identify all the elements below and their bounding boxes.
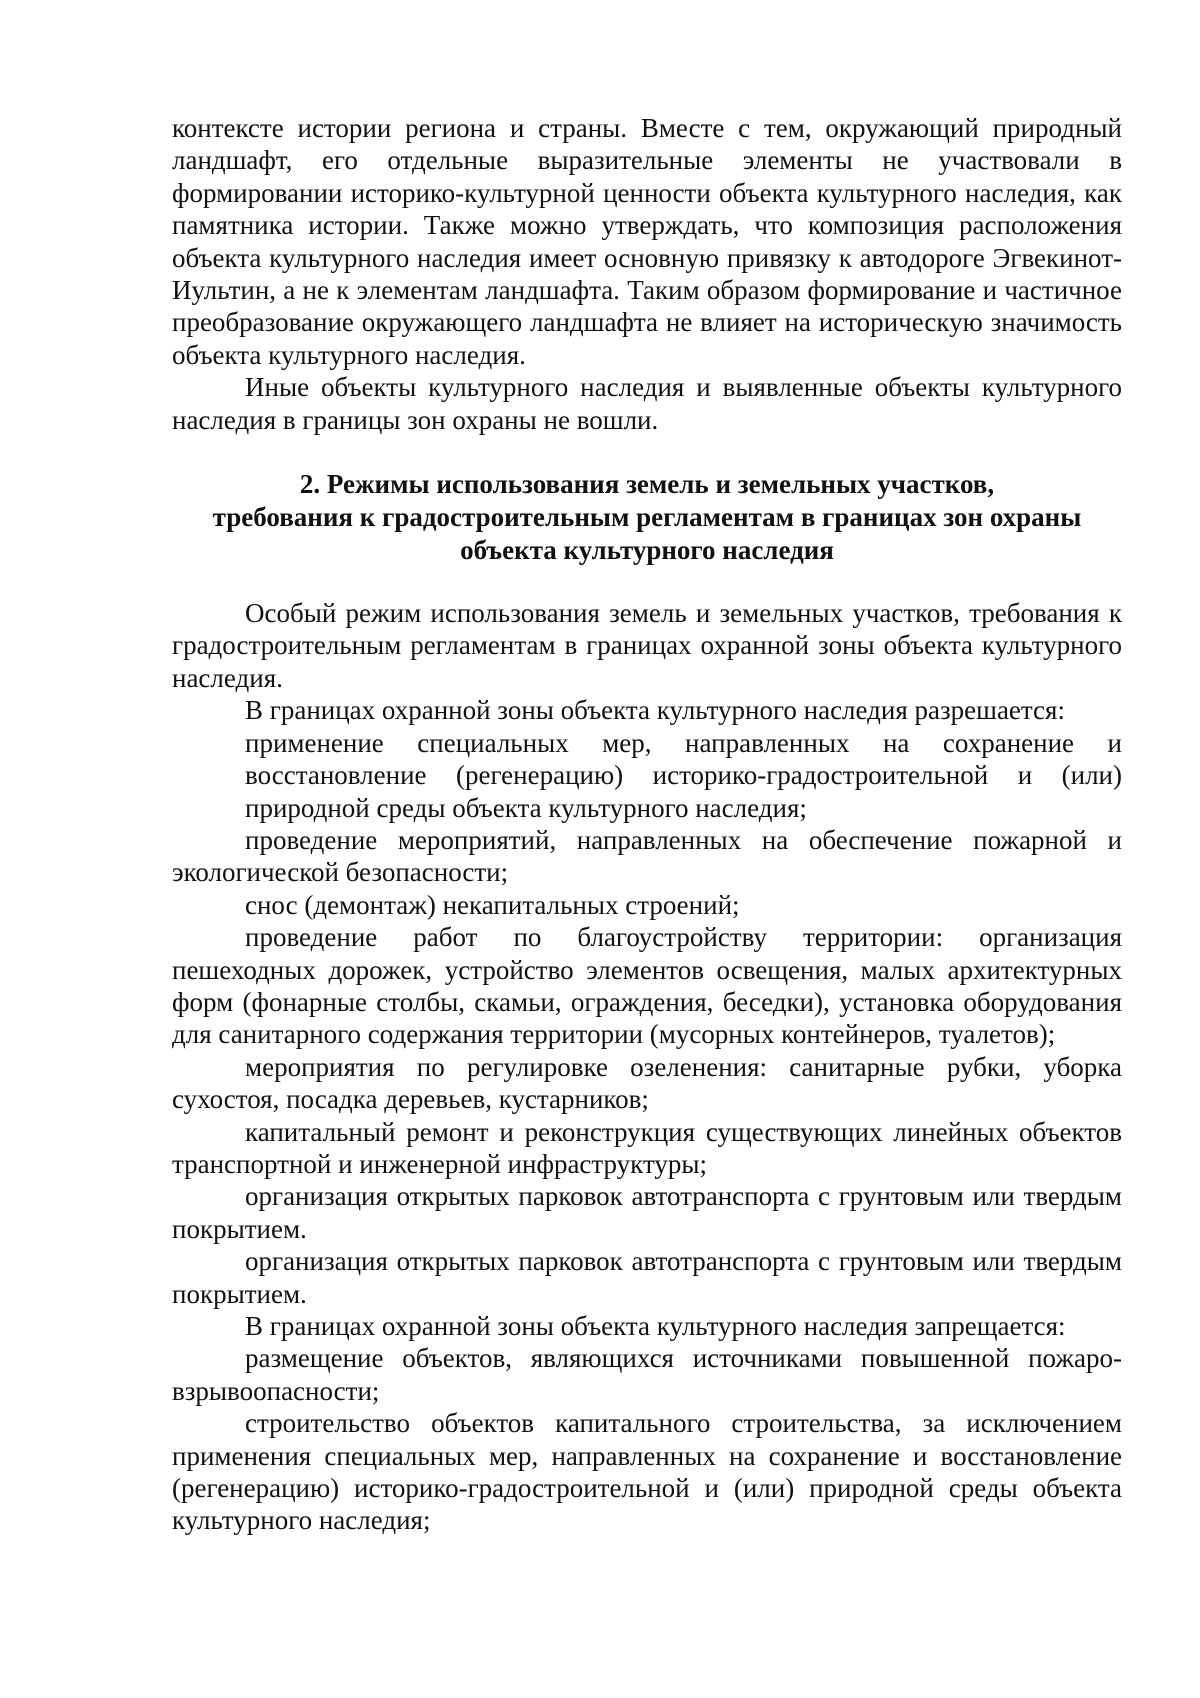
forbidden-item-1: размещение объектов, являющихся источниками повышенной пожаро-взрывоопасности;	[172, 1343, 1122, 1406]
allowed-item-1: применение специальных мер, направленных на сохранение и восстановление (регенерацию) историко-градостроительной и (или) природной среды объекта культурного наследия;	[245, 727, 1122, 823]
forbidden-intro: В границах охранной зоны объекта культурного наследия запрещается:	[245, 1311, 1066, 1341]
intro-paragraph-1: контексте истории региона и страны. Вместе с тем, окружающий природный ландшафт, его отдельные выразительные элементы не участвовали в формировании историко-культурной ценности объекта культурного наследия, как памятника истории. Также можно утверждать, что композиция расположения объекта культурного наследия имеет основную привязку к автодороге Эгвекинот-Иультин, а не к элементам ландшафта. Таким образом формирование и частичное преобразование окружающего ландшафта не влияет на историческую значимость объекта культурного наследия.	[172, 113, 1122, 370]
section-heading-line-3: объекта культурного наследия	[460, 535, 834, 566]
allowed-item-6: капитальный ремонт и реконструкция существующих линейных объектов транспортной и инженерной инфраструктуры;	[172, 1116, 1122, 1179]
allowed-item-4: проведение работ по благоустройству территории: организация пешеходных дорожек, устройство элементов освещения, малых архитектурных форм (фонарные столбы, скамьи, ограждения, беседки), установка оборудования для санитарного содержания территории (мусорных контейнеров, туалетов);	[172, 922, 1122, 1050]
allowed-intro: В границах охранной зоны объекта культурного наследия разрешается:	[245, 695, 1065, 726]
intro-paragraph-2: Иные объекты культурного наследия и выявленные объекты культурного наследия в границы зон охраны не вошли.	[172, 372, 1122, 435]
allowed-item-2: проведение мероприятий, направленных на обеспечение пожарной и экологической безопасности;	[172, 824, 1122, 888]
allowed-item-3: снос (демонтаж) некапитальных строений;	[245, 889, 740, 920]
allowed-item-8: организация открытых парковок автотранспорта с грунтовым или твердым покрытием.	[172, 1246, 1122, 1309]
section-paragraph-1: Особый режим использования земель и земельных участков, требования к градостроительным регламентам в границах охранной зоны объекта культурного наследия.	[172, 598, 1122, 693]
allowed-item-7: организация открытых парковок автотранспорта с грунтовым или твердым покрытием.	[172, 1181, 1122, 1244]
section-heading-line-2: требования к градостроительным регламентам в границах зон охраны	[212, 502, 1082, 533]
allowed-item-5: мероприятия по регулировке озеленения: санитарные рубки, уборка сухостоя, посадка деревьев, кустарников;	[172, 1051, 1122, 1115]
section-heading	[172, 468, 1122, 567]
document-page	[172, 112, 1122, 1537]
section-heading-line-1: 2. Режимы использования земель и земельных участков,	[299, 469, 995, 500]
forbidden-item-2: строительство объектов капитального строительства, за исключением применения специальных мер, направленных на сохранение и восстановление (регенерацию) историко-градостроительной и (или) природной среды объекта культурного наследия;	[172, 1408, 1122, 1536]
